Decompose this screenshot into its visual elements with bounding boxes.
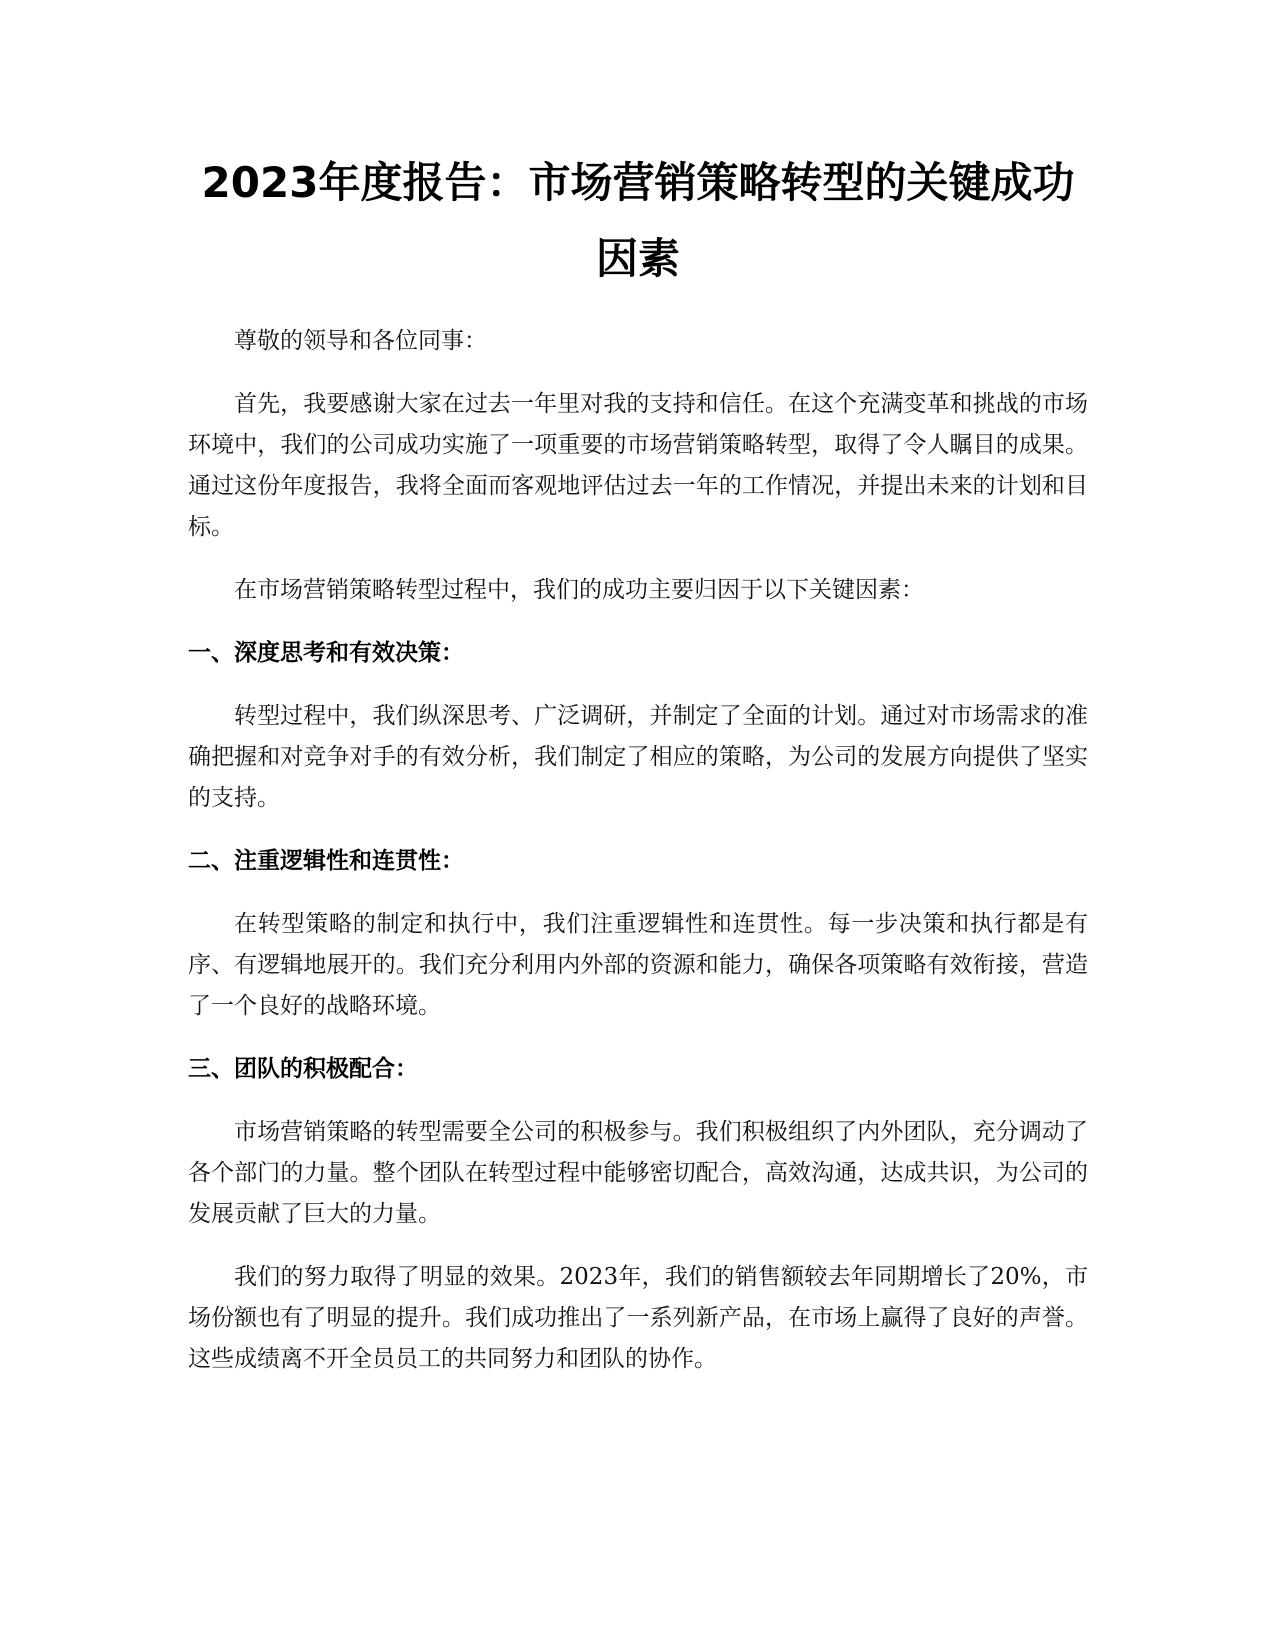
section-paragraph-1: 转型过程中，我们纵深思考、广泛调研，并制定了全面的计划。通过对市场需求的准确把握和对竞争对手的有效分析，我们制定了相应的策略，为公司的发展方向提供了坚实的支持。 bbox=[188, 703, 1088, 811]
section-paragraph-2: 在转型策略的制定和执行中，我们注重逻辑性和连贯性。每一步决策和执行都是有序、有逻辑地展开的。我们充分利用内外部的资源和能力，确保各项策略有效衔接，营造了一个良好的战略环境。 bbox=[188, 911, 1088, 1019]
document-page bbox=[188, 145, 1088, 1380]
greeting-paragraph: 尊敬的领导和各位同事： bbox=[234, 328, 487, 354]
section-heading-2: 二、注重逻辑性和连贯性： bbox=[188, 848, 464, 874]
lead-paragraph: 在市场营销策略转型过程中，我们的成功主要归因于以下关键因素： bbox=[234, 577, 924, 603]
document-title: 2023年度报告：市场营销策略转型的关键成功因素 bbox=[201, 158, 1075, 283]
section-heading-1: 一、深度思考和有效决策： bbox=[188, 640, 464, 666]
section-heading-3: 三、团队的积极配合： bbox=[188, 1056, 418, 1082]
intro-paragraph: 首先，我要感谢大家在过去一年里对我的支持和信任。在这个充满变革和挑战的市场环境中，我们的公司成功实施了一项重要的市场营销策略转型，取得了令人瞩目的成果。通过这份年度报告，我将全面而客观地评估过去一年的工作情况，并提出未来的计划和目标。 bbox=[188, 391, 1088, 540]
results-paragraph: 我们的努力取得了明显的效果。2023年，我们的销售额较去年同期增长了20%，市场份额也有了明显的提升。我们成功推出了一系列新产品，在市场上赢得了良好的声誉。这些成绩离不开全员员工的共同努力和团队的协作。 bbox=[188, 1264, 1088, 1372]
section-paragraph-3: 市场营销策略的转型需要全公司的积极参与。我们积极组织了内外团队，充分调动了各个部门的力量。整个团队在转型过程中能够密切配合，高效沟通，达成共识，为公司的发展贡献了巨大的力量。 bbox=[188, 1119, 1088, 1227]
